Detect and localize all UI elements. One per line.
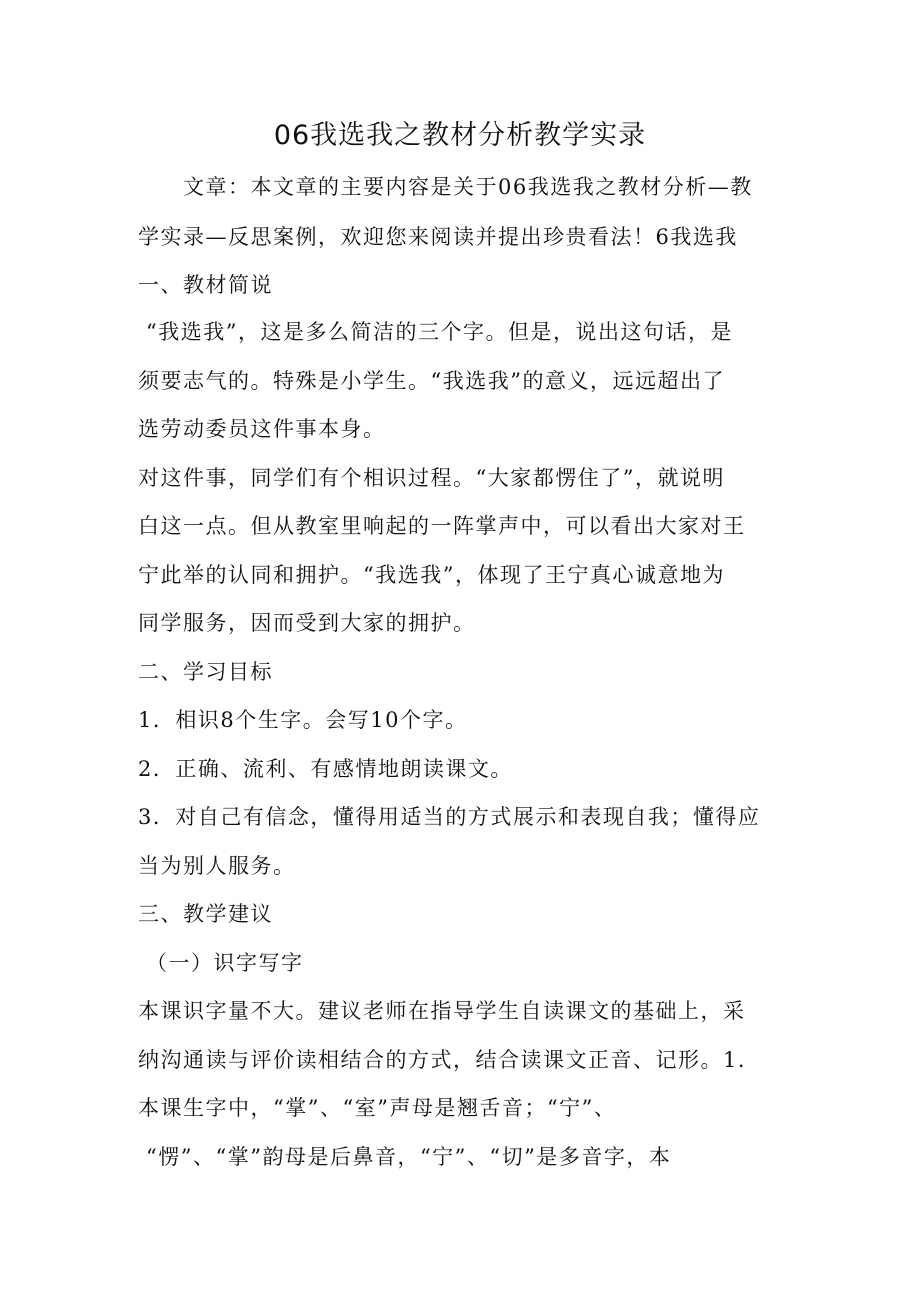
paragraph-line: 同学服务，因而受到大家的拥护。 [138, 611, 476, 635]
intro-line-1: 文章：本文章的主要内容是关于06我选我之教材分析—教 [138, 175, 753, 199]
paragraph-line: “愣”、“掌”韵母是后鼻音，“宁”、“切”是多音字，本 [146, 1145, 672, 1169]
paragraph-line: 白这一点。但从教室里响起的一阵掌声中，可以看出大家对王 [138, 514, 746, 538]
paragraph-line: 本课生字中，“掌”、“室”声母是翘舌音；“宁”、 [138, 1096, 617, 1120]
subsection-heading: （一）识字写字 [146, 951, 304, 975]
document-title: 06我选我之教材分析教学实录 [273, 120, 647, 151]
intro-line-2: 学实录—反思案例，欢迎您来阅读并提出珍贵看法！6我选我 [138, 225, 738, 249]
section-heading-2: 二、学习目标 [138, 660, 273, 684]
paragraph-line: 本课识字量不大。建议老师在指导学生自读课文的基础上，采 [138, 999, 746, 1023]
section-heading-3: 三、教学建议 [138, 902, 273, 926]
paragraph-line: “我选我”，这是多么简洁的三个字。但是，说出这句话，是 [146, 320, 733, 344]
list-item: 3．对自己有信念，懂得用适当的方式展示和表现自我；懂得应 [138, 805, 761, 829]
list-item-continuation: 当为别人服务。 [138, 854, 296, 878]
paragraph-line: 纳沟通读与评价读相结合的方式，结合读课文正音、记形。1. [138, 1048, 747, 1072]
paragraph-line: 宁此举的认同和拥护。“我选我”，体现了王宁真心诚意地为 [138, 563, 725, 587]
list-item: 2．正确、流利、有感情地朗读课文。 [138, 757, 513, 781]
paragraph-line: 对这件事，同学们有个相识过程。“大家都愣住了”，就说明 [138, 466, 725, 490]
paragraph-line: 须要志气的。特殊是小学生。“我选我”的意义，远远超出了 [138, 369, 725, 393]
paragraph-line: 选劳动委员这件事本身。 [138, 417, 386, 441]
list-item: 1．相识8个生字。会写10个字。 [138, 708, 468, 732]
section-heading-1: 一、教材简说 [138, 273, 273, 297]
